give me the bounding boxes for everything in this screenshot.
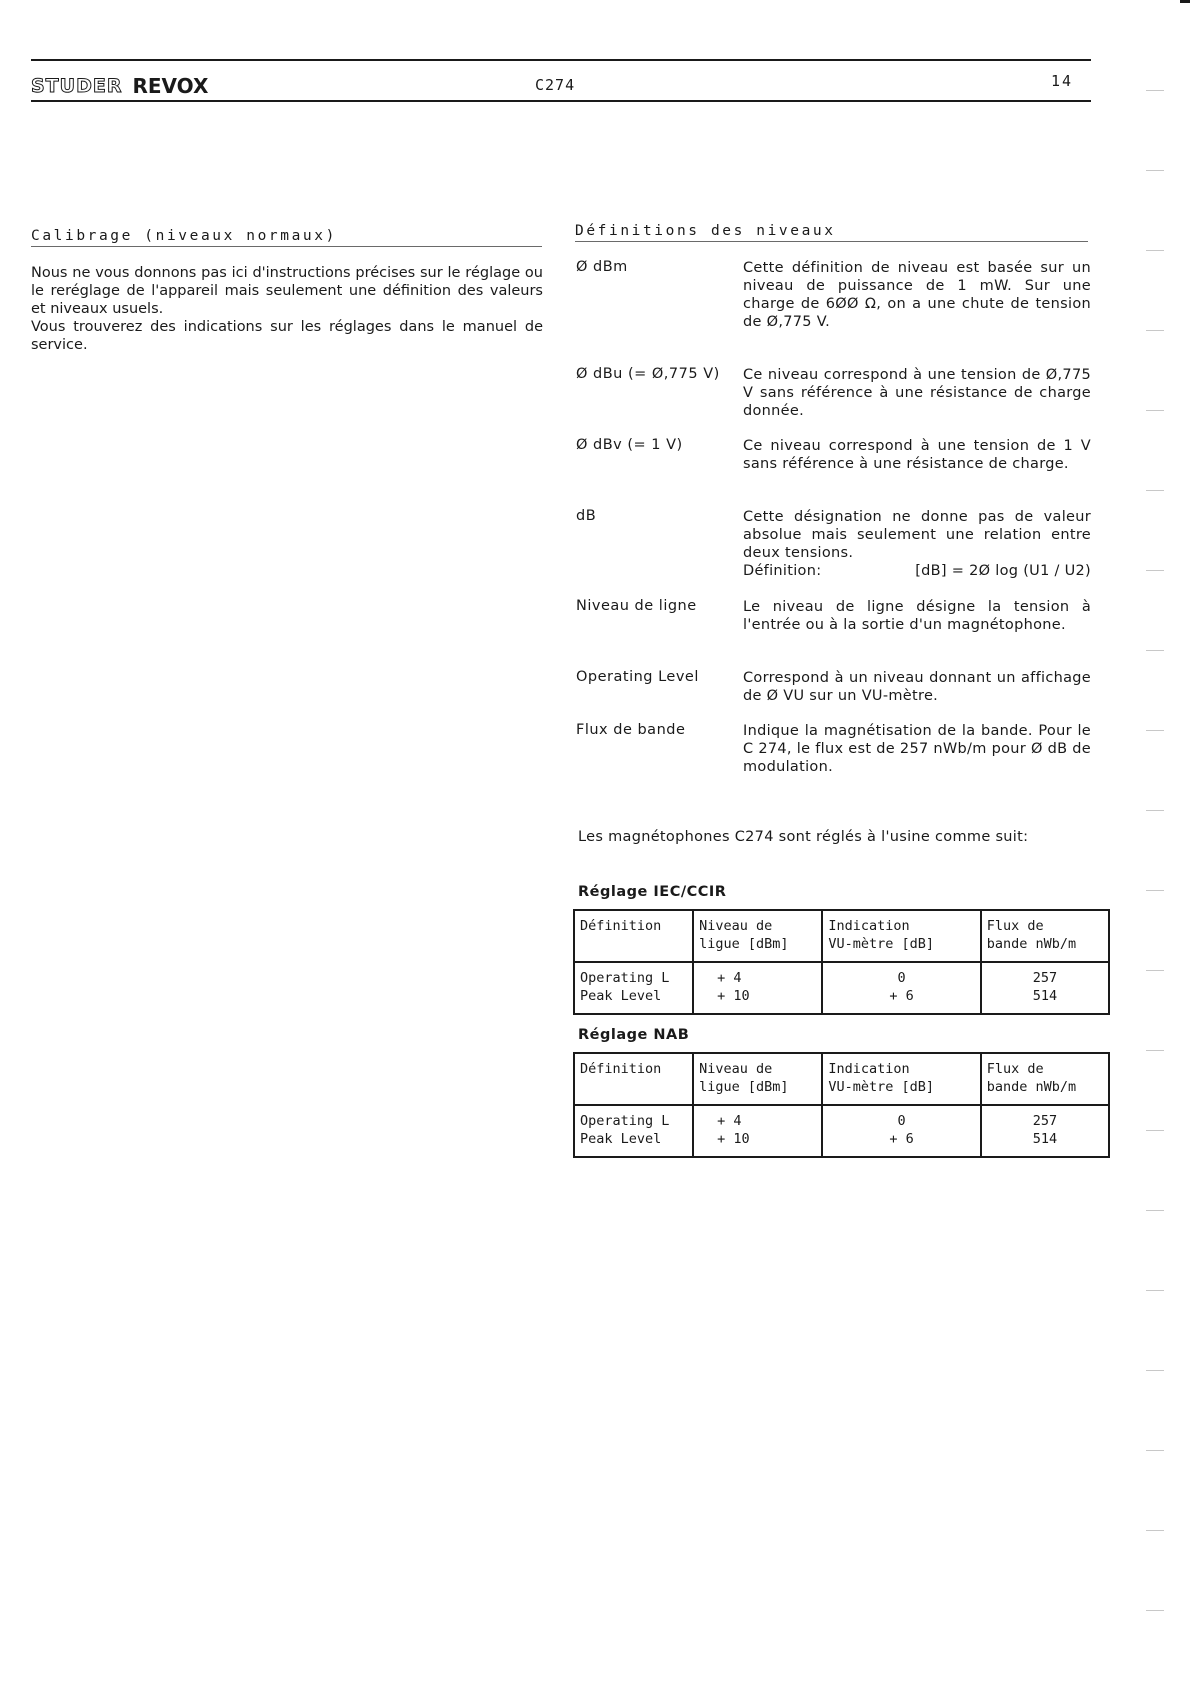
brand-studer-logo: STUDER — [31, 75, 123, 97]
header-text: Niveau de — [699, 918, 773, 934]
margin-tick — [1146, 490, 1164, 491]
margin-tick — [1146, 1370, 1164, 1371]
table-header-cell — [822, 910, 980, 962]
table-header-cell — [981, 1053, 1109, 1105]
definition-text: Correspond à un niveau donnant un affichage de Ø VU sur un VU-mètre. — [743, 670, 1091, 704]
definition-text: Ce niveau correspond à une tension de 1 V sans référence à une résistance de charge. — [743, 438, 1091, 472]
definition-term: Niveau de ligne — [576, 598, 697, 614]
left-section-body — [31, 264, 543, 354]
definition-text: Cette définition de niveau est basée sur un niveau de puissance de 1 mW. Sur une charge de 6ØØ Ω, on a une chute de tension de Ø,775 V. — [743, 260, 1091, 330]
table-header-cell — [574, 1053, 693, 1105]
settings-table — [573, 1052, 1110, 1158]
margin-ticks — [1146, 90, 1164, 1640]
margin-tick — [1146, 730, 1164, 731]
corner-mark — [1180, 0, 1190, 3]
definition-term: Operating Level — [576, 669, 699, 685]
cell-text: 0 — [897, 1113, 906, 1129]
header-text: Indication — [828, 1061, 910, 1077]
definition-term: Ø dBm — [576, 259, 628, 275]
table-cell — [822, 1105, 980, 1157]
cell-text: + 10 — [717, 988, 750, 1004]
definitions-title-underline — [575, 241, 1088, 242]
margin-tick — [1146, 1450, 1164, 1451]
margin-tick — [1146, 1130, 1164, 1131]
cell-text: + 6 — [889, 1131, 914, 1147]
definition-term: Ø dBv (= 1 V) — [576, 437, 683, 453]
header-text: bande nWb/m — [986, 936, 1077, 952]
definition-term: Ø dBu (= Ø,775 V) — [576, 366, 720, 382]
definition-row — [576, 598, 1091, 634]
table-cell — [574, 1105, 693, 1157]
definition-text-body: Cette désignation ne donne pas de valeur absolue mais seulement une relation entre deux tensions. — [743, 509, 1091, 561]
cell-text: + 6 — [889, 988, 914, 1004]
cell-text: Peak Level — [580, 988, 662, 1004]
cell-text: 0 — [897, 970, 906, 986]
table-title: Réglage NAB — [578, 1027, 690, 1043]
margin-tick — [1146, 1050, 1164, 1051]
margin-tick — [1146, 970, 1164, 971]
header-rule-top — [31, 59, 1091, 61]
definition-row — [576, 259, 1091, 331]
factory-settings-intro: Les magnétophones C274 sont réglés à l'usine comme suit: — [578, 829, 1029, 845]
header-text: Flux de — [986, 918, 1044, 934]
table-cell — [693, 1105, 822, 1157]
definition-term: dB — [576, 508, 597, 524]
cell-text: 257 — [1032, 970, 1058, 986]
margin-tick — [1146, 410, 1164, 411]
margin-tick — [1146, 1210, 1164, 1211]
formula-expression: [dB] = 2Ø log (U1 / U2) — [915, 563, 1091, 579]
header-text: Définition — [580, 918, 662, 934]
table-header-cell — [693, 1053, 822, 1105]
definition-row — [576, 437, 1091, 473]
margin-tick — [1146, 330, 1164, 331]
left-paragraph: Nous ne vous donnons pas ici d'instructions précises sur le réglage ou le reréglage de l'appareil mais seulement une définition des valeurs et niveaux usuels. — [31, 265, 543, 317]
margin-tick — [1146, 1610, 1164, 1611]
table-cell — [822, 962, 980, 1014]
cell-text: 514 — [1032, 1131, 1058, 1147]
definition-text: Ce niveau correspond à une tension de Ø,775 V sans référence à une résistance de charge donnée. — [743, 367, 1091, 419]
definition-row — [576, 366, 1091, 420]
definition-text — [743, 508, 1091, 580]
header-text: Niveau de — [699, 1061, 773, 1077]
margin-tick — [1146, 570, 1164, 571]
definition-text: Indique la magnétisation de la bande. Pour le C 274, le flux est de 257 nWb/m pour Ø dB de modulation. — [743, 723, 1091, 775]
cell-text: Operating L — [580, 1113, 670, 1129]
brand-logo — [31, 74, 208, 98]
formula-label: Définition: — [743, 563, 822, 579]
definition-term: Flux de bande — [576, 722, 686, 738]
table-header-cell — [574, 910, 693, 962]
header-text: Flux de — [986, 1061, 1044, 1077]
margin-tick — [1146, 90, 1164, 91]
header-text: VU-mètre [dB] — [828, 1079, 934, 1095]
header-text: ligue [dBm] — [699, 1079, 789, 1095]
definitions-title: Définitions des niveaux — [575, 223, 836, 239]
header-text: Indication — [828, 918, 910, 934]
header-text: VU-mètre [dB] — [828, 936, 934, 952]
cell-text: Operating L — [580, 970, 670, 986]
table-row — [574, 962, 1109, 1014]
left-section-title: Calibrage (niveaux normaux) — [31, 228, 337, 244]
header-text: ligue [dBm] — [699, 936, 789, 952]
cell-text: + 4 — [717, 1113, 742, 1129]
margin-tick — [1146, 250, 1164, 251]
table-cell — [693, 962, 822, 1014]
cell-text: 257 — [1032, 1113, 1058, 1129]
table-cell — [574, 962, 693, 1014]
left-title-underline — [31, 246, 542, 247]
formula — [743, 562, 1091, 580]
margin-tick — [1146, 650, 1164, 651]
cell-text: 514 — [1032, 988, 1058, 1004]
table-row — [574, 1105, 1109, 1157]
cell-text: Peak Level — [580, 1131, 662, 1147]
left-paragraph: Vous trouverez des indications sur les réglages dans le manuel de service. — [31, 319, 543, 353]
cell-text: + 10 — [717, 1131, 750, 1147]
brand-revox-logo: REVOX — [132, 74, 209, 98]
cell-text: + 4 — [717, 970, 742, 986]
table-header-cell — [822, 1053, 980, 1105]
margin-tick — [1146, 810, 1164, 811]
definition-row — [576, 508, 1091, 580]
table-header-row — [574, 910, 1109, 962]
table-title: Réglage IEC/CCIR — [578, 884, 727, 900]
margin-tick — [1146, 170, 1164, 171]
header-rule-bottom — [31, 100, 1091, 102]
definition-text: Le niveau de ligne désigne la tension à l'entrée ou à la sortie d'un magnétophone. — [743, 599, 1091, 633]
definition-row — [576, 669, 1091, 705]
definition-row — [576, 722, 1091, 776]
model-number: C274 — [535, 76, 576, 94]
margin-tick — [1146, 890, 1164, 891]
margin-tick — [1146, 1530, 1164, 1531]
table-cell — [981, 962, 1109, 1014]
settings-table — [573, 909, 1110, 1015]
margin-tick — [1146, 1290, 1164, 1291]
page-number: 14 — [1051, 72, 1074, 90]
table-header-cell — [693, 910, 822, 962]
table-cell — [981, 1105, 1109, 1157]
table-header-row — [574, 1053, 1109, 1105]
header-text: Définition — [580, 1061, 662, 1077]
table-header-cell — [981, 910, 1109, 962]
header-text: bande nWb/m — [986, 1079, 1077, 1095]
